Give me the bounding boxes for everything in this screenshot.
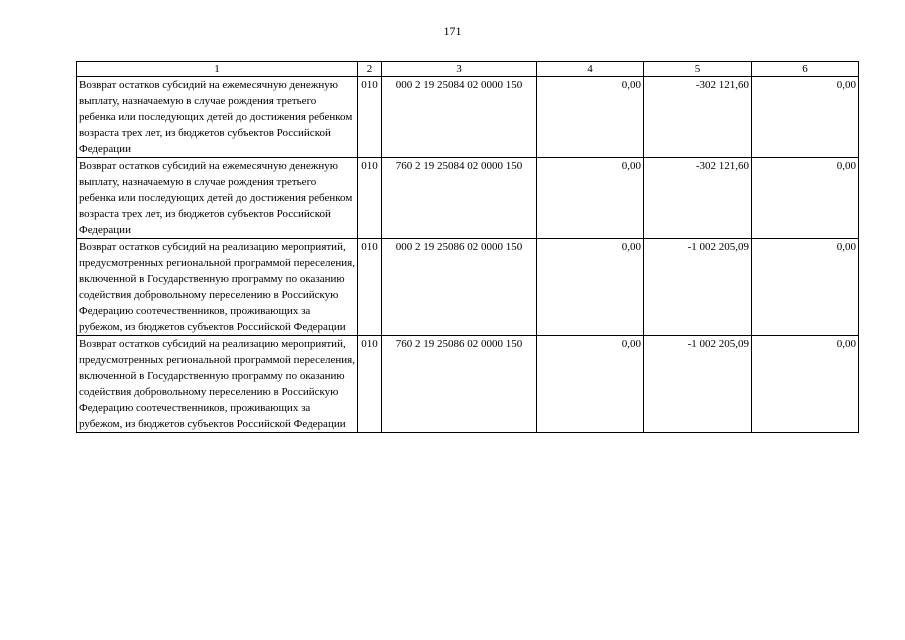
row-value-col4: 0,00 (537, 158, 644, 239)
table-row (77, 158, 859, 239)
table-row (77, 239, 859, 336)
row-budget-code: 000 2 19 25086 02 0000 150 (382, 239, 537, 336)
row-description: Возврат остатков субсидий на реализацию мероприятий, предусмотренных региональной программой переселения, включенной в Государственную программу по оказанию содействия добровольному переселению в Российскую Федерацию соотечественников, проживающих за рубежом, из бюджетов субъектов Российской Федерации (77, 239, 358, 336)
row-description: Возврат остатков субсидий на ежемесячную денежную выплату, назначаемую в случае рождения третьего ребенка или последующих детей до достижения ребенком возраста трех лет, из бюджетов субъектов Российской Федерации (77, 158, 358, 239)
row-value-col5: -1 002 205,09 (644, 239, 752, 336)
row-budget-code: 760 2 19 25086 02 0000 150 (382, 336, 537, 433)
row-description: Возврат остатков субсидий на реализацию мероприятий, предусмотренных региональной программой переселения, включенной в Государственную программу по оказанию содействия добровольному переселению в Российскую Федерацию соотечественников, проживающих за рубежом, из бюджетов субъектов Российской Федерации (77, 336, 358, 433)
column-header: 6 (752, 62, 859, 77)
table-row (77, 77, 859, 158)
column-header: 5 (644, 62, 752, 77)
row-line-code: 010 (358, 158, 382, 239)
column-header: 1 (77, 62, 358, 77)
row-value-col5: -1 002 205,09 (644, 336, 752, 433)
row-description: Возврат остатков субсидий на ежемесячную денежную выплату, назначаемую в случае рождения третьего ребенка или последующих детей до достижения ребенком возраста трех лет, из бюджетов субъектов Российской Федерации (77, 77, 358, 158)
row-value-col4: 0,00 (537, 336, 644, 433)
row-value-col6: 0,00 (752, 239, 859, 336)
row-value-col6: 0,00 (752, 158, 859, 239)
header-row (77, 62, 859, 77)
page-number: 171 (443, 24, 462, 38)
table-header (77, 62, 859, 77)
table-row (77, 336, 859, 433)
row-line-code: 010 (358, 336, 382, 433)
row-value-col6: 0,00 (752, 77, 859, 158)
row-value-col5: -302 121,60 (644, 77, 752, 158)
column-header: 3 (382, 62, 537, 77)
row-line-code: 010 (358, 239, 382, 336)
row-value-col5: -302 121,60 (644, 158, 752, 239)
row-line-code: 010 (358, 77, 382, 158)
row-budget-code: 000 2 19 25084 02 0000 150 (382, 77, 537, 158)
table-body (77, 77, 859, 433)
column-header: 2 (358, 62, 382, 77)
row-value-col4: 0,00 (537, 77, 644, 158)
row-value-col6: 0,00 (752, 336, 859, 433)
row-budget-code: 760 2 19 25084 02 0000 150 (382, 158, 537, 239)
row-value-col4: 0,00 (537, 239, 644, 336)
column-header: 4 (537, 62, 644, 77)
budget-table (76, 61, 859, 433)
